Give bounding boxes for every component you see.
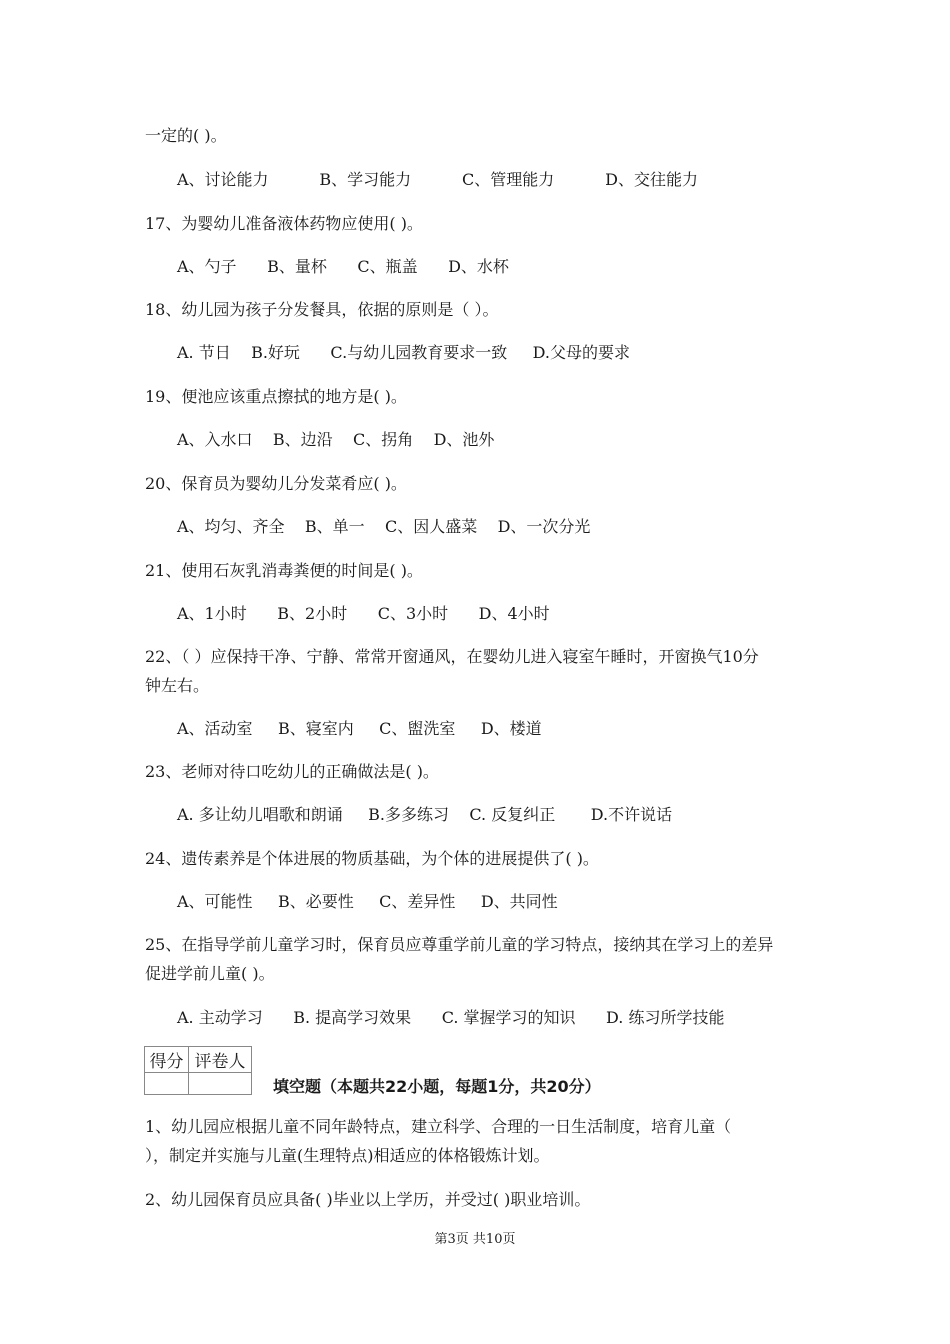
question-18: 18、幼儿园为孩子分发餐具，依据的原则是（ ）。 bbox=[145, 300, 499, 319]
fill-1: 1、幼儿园应根据儿童不同年龄特点，建立科学、合理的一日生活制度，培育儿童（ bbox=[145, 1117, 732, 1136]
question-22: 22、（ ）应保持干净、宁静、常常开窗通风，在婴幼儿进入寝室午睡时，开窗换气10分 bbox=[145, 647, 759, 666]
question-16-options: A、讨论能力 B、学习能力 C、管理能力 D、交往能力 bbox=[177, 170, 698, 189]
question-22-options: A、活动室 B、寝室内 C、盥洗室 D、楼道 bbox=[177, 719, 542, 738]
question-23: 23、老师对待口吃幼儿的正确做法是( )。 bbox=[145, 762, 439, 781]
question-19: 19、便池应该重点擦拭的地方是( )。 bbox=[145, 387, 407, 406]
section-title: 填空题（本题共22小题，每题1分，共20分） bbox=[273, 1077, 601, 1096]
question-25-cont: 促进学前儿童( )。 bbox=[145, 964, 275, 983]
grader-cell[interactable] bbox=[188, 1073, 251, 1095]
question-24-options: A、可能性 B、必要性 C、差异性 D、共同性 bbox=[177, 892, 558, 911]
fill-2: 2、幼儿园保育员应具备( )毕业以上学历，并受过( )职业培训。 bbox=[145, 1190, 591, 1209]
score-header: 得分 bbox=[145, 1047, 189, 1073]
question-20: 20、保育员为婴幼儿分发菜肴应( )。 bbox=[145, 474, 407, 493]
question-18-options: A. 节日 B.好玩 C.与幼儿园教育要求一致 D.父母的要求 bbox=[177, 343, 630, 362]
question-19-options: A、入水口 B、边沿 C、拐角 D、池外 bbox=[177, 430, 495, 449]
page-footer: 第3页 共10页 bbox=[434, 1232, 516, 1247]
question-22-cont: 钟左右。 bbox=[145, 676, 210, 695]
question-16-tail: 一定的( )。 bbox=[145, 126, 227, 145]
question-21-options: A、1小时 B、2小时 C、3小时 D、4小时 bbox=[177, 604, 550, 623]
question-23-options: A. 多让幼儿唱歌和朗诵 B.多多练习 C. 反复纠正 D.不许说话 bbox=[177, 805, 673, 824]
fill-1-cont: ），制定并实施与儿童(生理特点)相适应的体格锻炼计划。 bbox=[145, 1146, 550, 1165]
question-17-options: A、勺子 B、量杯 C、瓶盖 D、水杯 bbox=[177, 257, 509, 276]
question-17: 17、为婴幼儿准备液体药物应使用( )。 bbox=[145, 214, 423, 233]
grader-header: 评卷人 bbox=[188, 1047, 251, 1073]
question-24: 24、遗传素养是个体进展的物质基础，为个体的进展提供了( )。 bbox=[145, 849, 599, 868]
question-25-options: A. 主动学习 B. 提高学习效果 C. 掌握学习的知识 D. 练习所学技能 bbox=[177, 1008, 725, 1027]
question-25: 25、在指导学前儿童学习时，保育员应尊重学前儿童的学习特点，接纳其在学习上的差异 bbox=[145, 935, 774, 954]
question-21: 21、使用石灰乳消毒粪便的时间是( )。 bbox=[145, 561, 423, 580]
score-cell[interactable] bbox=[145, 1073, 189, 1095]
score-box bbox=[144, 1046, 252, 1095]
question-20-options: A、均匀、齐全 B、单一 C、因人盛菜 D、一次分光 bbox=[177, 517, 591, 536]
